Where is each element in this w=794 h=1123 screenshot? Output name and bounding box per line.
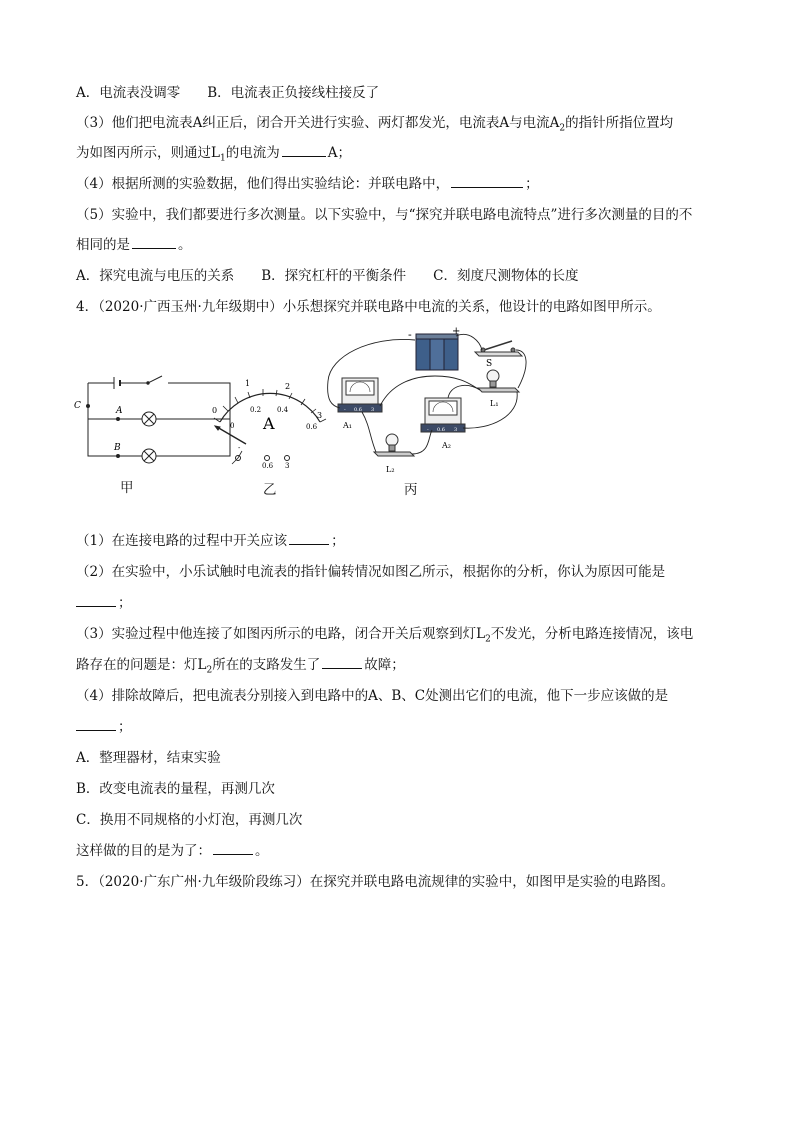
text: ； (331, 533, 345, 549)
lamp-l1-label: L₁ (490, 399, 499, 408)
text: 所在的支路发生了 (212, 657, 321, 673)
battery-pack-icon (416, 334, 458, 370)
question-4-part-2-cont (76, 594, 132, 612)
text: （4）根据所测的实验数据，他们得出实验结论：并联电路中， (76, 176, 450, 192)
text: （1）在连接电路的过程中开关应该 (76, 533, 288, 549)
subscript: 2 (485, 634, 491, 645)
switch-s-icon (475, 341, 522, 356)
wire (412, 430, 432, 454)
answer-blank[interactable] (76, 594, 116, 607)
text: A．电流表没调零 B．电流表正负接线柱接反了 (76, 85, 380, 101)
answer-blank[interactable] (282, 144, 326, 157)
text: 。 (178, 237, 192, 253)
meter-symbol: A (263, 414, 275, 433)
scale-bottom-06: 0.6 (306, 423, 318, 431)
scale-top-3: 3 (317, 411, 323, 420)
scale-top-1: 1 (245, 379, 251, 388)
battery-pos-label: + (452, 326, 461, 337)
question-3-part-5-cont (76, 236, 192, 254)
scale-top-0: 0 (212, 406, 218, 415)
figure-jia-circuit (87, 376, 231, 463)
question-3-part-5 (76, 206, 692, 224)
question-4-part-1 (76, 532, 345, 550)
node-c-label: C (74, 401, 81, 411)
answer-blank[interactable] (322, 656, 362, 669)
question-3-part-3 (76, 114, 673, 138)
question-4-purpose (76, 842, 269, 860)
question-4-part-2 (76, 563, 665, 581)
option-line-1 (76, 84, 379, 102)
terminal-3 (285, 456, 290, 461)
node-dot (87, 405, 90, 408)
ammeter-a2-label: A₂ (442, 441, 451, 450)
text: 不发光，分析电路连接情况，该电 (490, 626, 694, 642)
scale-bottom-04: 0.4 (277, 406, 289, 414)
text: 故障； (364, 657, 405, 673)
option-a (76, 749, 221, 767)
text: C．换用不同规格的小灯泡，再测几次 (76, 812, 303, 828)
terminal-neg-label: - (238, 444, 241, 452)
node-b-label: B (114, 443, 121, 453)
question-4-part-3 (76, 625, 693, 649)
scale-bottom-0: 0 (230, 422, 235, 430)
option-c (76, 811, 302, 829)
node-a-label: A (116, 406, 123, 416)
switch-pivot (147, 382, 149, 384)
scale-bottom-02: 0.2 (250, 406, 262, 414)
terminal-06 (265, 456, 270, 461)
text: 为如图丙所示，则通过L (76, 145, 220, 161)
needle-tip (215, 426, 220, 430)
a2-neg: - (427, 427, 429, 433)
question-3-part-3-cont (76, 144, 351, 168)
battery-neg-label: - (408, 328, 412, 341)
question-4-part-4 (76, 687, 668, 705)
text: （3）他们把电流表A纠正后，闭合开关进行实验、两灯都发光，电流表A与电流A (76, 115, 560, 131)
text: ； (118, 595, 132, 611)
a1-06: 0.6 (354, 407, 362, 413)
text: 路存在的问题是：灯L (76, 657, 207, 673)
text: B．改变电流表的量程，再测几次 (76, 781, 275, 797)
answer-blank[interactable] (132, 236, 176, 249)
node-dot (117, 455, 120, 458)
subscript: 1 (219, 153, 226, 164)
question-5-title (76, 873, 674, 891)
option-line-2 (76, 267, 579, 285)
text: （3）实验过程中他连接了如图丙所示的电路，闭合开关后观察到灯L (76, 626, 486, 642)
figure-yi-label: 乙 (263, 482, 277, 498)
switch (120, 376, 162, 383)
ammeter-a1-label: A₁ (343, 421, 352, 430)
a2-3: 3 (454, 427, 458, 433)
text: A．整理器材，结束实验 (76, 750, 221, 766)
subscript: 2 (206, 665, 213, 676)
lamp-1-cross (144, 414, 154, 424)
figures-svg (70, 326, 540, 496)
figure-jia-label: 甲 (120, 480, 134, 496)
text: A．探究电流与电压的关系 B．探究杠杆的平衡条件 C．刻度尺测物体的长度 (76, 268, 579, 284)
text: 5．（2020·广东广州·九年级阶段练习）在探究并联电路电流规律的实验中，如图甲是实验的电路图。 (76, 874, 675, 890)
question-4-part-3-cont (76, 656, 405, 680)
text: （5）实验中，我们都要进行多次测量。以下实验中，与“探究并联电路电流特点”进行多次测量的目的不 (76, 207, 693, 223)
figure-group (70, 326, 540, 496)
text: （2）在实验中，小乐试触时电流表的指针偏转情况如图乙所示，根据你的分析，你认为原因可能是 (76, 564, 666, 580)
text: 这样做的目的是为了： (76, 843, 211, 859)
a1-3: 3 (371, 407, 375, 413)
text: 4．（2020·广西玉州·九年级期中）小乐想探究并联电路中电流的关系，他设计的电路如图甲所示。 (76, 299, 661, 315)
text: 。 (255, 843, 269, 859)
scale-top-2: 2 (285, 382, 291, 391)
a2-06: 0.6 (437, 427, 445, 433)
text: （4）排除故障后，把电流表分别接入到电路中的A、B、C处测出它们的电流，他下一步应该做的是 (76, 688, 669, 704)
lamp-l2-label: L₂ (386, 465, 395, 474)
subscript: 2 (559, 123, 566, 134)
terminal-3-label: 3 (285, 462, 290, 470)
lamp-l1-icon (478, 370, 519, 392)
switch-s-label: S (486, 359, 493, 369)
answer-blank[interactable] (213, 842, 253, 855)
node-dot (117, 418, 120, 421)
text: ； (118, 719, 132, 735)
wire (463, 392, 517, 428)
question-4-part-4-cont (76, 718, 132, 736)
question-3-part-4 (76, 175, 539, 193)
terminal-06-label: 0.6 (262, 462, 274, 470)
a1-neg: - (344, 407, 346, 413)
answer-blank[interactable] (451, 175, 523, 188)
text: 相同的是 (76, 237, 130, 253)
lamp-l2-icon (374, 434, 414, 456)
answer-blank[interactable] (76, 718, 116, 731)
text: ； (525, 176, 539, 192)
option-b (76, 780, 275, 798)
text: 的电流为 (225, 145, 280, 161)
question-4-title (76, 298, 661, 316)
text: 的指针所指位置均 (565, 115, 674, 131)
answer-blank[interactable] (289, 532, 329, 545)
figure-bing-circuit (328, 326, 526, 474)
figure-bing-label: 丙 (404, 482, 418, 498)
text: A； (327, 145, 351, 161)
wire (362, 412, 376, 452)
